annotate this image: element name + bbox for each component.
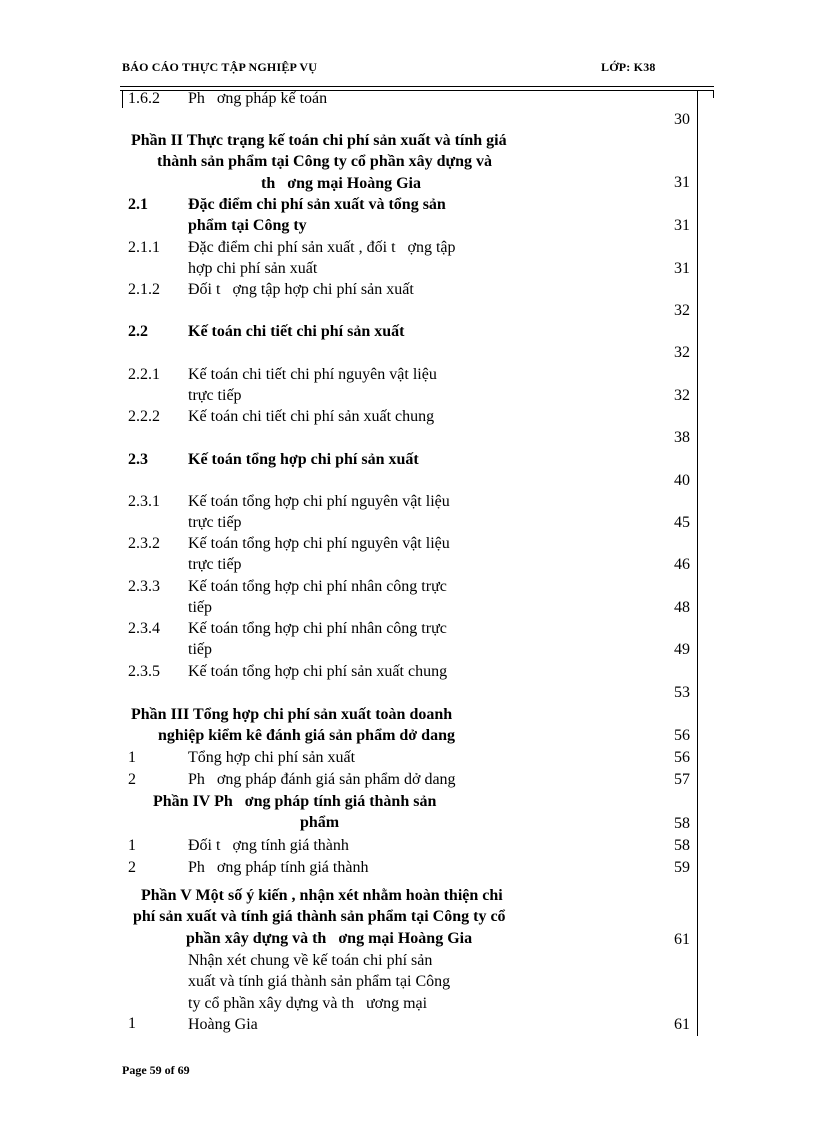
toc-entry-text-line: nghiệp kiểm kê đánh giá sản phẩm dở dang: [158, 727, 455, 745]
toc-entry-text-line: Đối t ợng tập hợp chi phí sản xuất: [188, 281, 414, 298]
toc-entry-page-number: 58: [674, 837, 690, 854]
page-footer: Page 59 of 69: [122, 1063, 190, 1077]
toc-entry-text-line: Ph ơng pháp kế toán: [188, 90, 328, 107]
report-header-title: BÁO CÁO THỰC TẬP NGHIỆP VỤ: [122, 60, 318, 74]
toc-entry-page-number: 38: [674, 429, 690, 446]
toc-entry-page-number: 32: [674, 387, 690, 404]
toc-entry-text-line: Phần II Thực trạng kế toán chi phí sản xuất và tính giá: [131, 132, 507, 149]
toc-entry-number: 2.1.2: [128, 281, 160, 298]
toc-entry-text-line: hợp chi phí sản xuất: [188, 260, 318, 278]
toc-entry-text-line: Kế toán tổng hợp chi phí nguyên vật liệu: [188, 493, 450, 510]
toc-entry-number: 2.3.2: [128, 535, 160, 552]
toc-entry-page-number: 31: [674, 217, 690, 234]
toc-entry-page-number: 56: [674, 727, 690, 744]
toc-entry-text-line: Kế toán tổng hợp chi phí sản xuất chung: [188, 663, 448, 680]
toc-entry-number: 2.3.1: [128, 493, 160, 510]
toc-entry-text-line: Hoàng Gia: [188, 1015, 258, 1033]
toc-entry-page-number: 31: [674, 174, 690, 191]
toc-entry-page-number: 32: [674, 344, 690, 361]
report-header-class: LỚP: K38: [601, 60, 656, 74]
toc-entry-text-line: tiếp: [188, 599, 212, 617]
toc-entry-number: 2.3.4: [128, 620, 160, 637]
toc-entry-text-line: Đặc điểm chi phí sản xuất , đối t ợng tập: [188, 239, 456, 256]
toc-entry-page-number: 49: [674, 641, 690, 658]
toc-entry-number: 2.3: [128, 451, 148, 468]
toc-entry-number: 2.3.5: [128, 663, 160, 680]
toc-entry-page-number: 56: [674, 749, 690, 766]
toc-entry-text-line: Kế toán chi tiết chi phí nguyên vật liệu: [188, 366, 437, 383]
toc-entry-text-line: Đặc điểm chi phí sản xuất và tổng sản: [188, 196, 446, 213]
toc-entry-text-line: ty cổ phần xây dựng và th ương mại: [188, 994, 428, 1012]
toc-entry-page-number: 45: [674, 514, 690, 531]
toc-entry-page-number: 53: [674, 684, 690, 701]
toc-entry-text-line: thành sản phẩm tại Công ty cổ phần xây dựng và: [157, 153, 493, 171]
toc-entry-text-line: Đối t ợng tính giá thành: [188, 837, 349, 854]
toc-entry-text-line: phí sản xuất và tính giá thành sản phẩm tại Công ty cổ: [133, 908, 506, 926]
toc-entry-text-line: phẩm: [300, 814, 340, 832]
toc-entry-text-line: phần xây dựng và th ơng mại Hoàng Gia: [186, 929, 473, 947]
toc-entry-text-line: Phần V Một số ý kiến , nhận xét nhằm hoàn thiện chi: [141, 887, 503, 904]
table-outer-right-border: [713, 90, 714, 98]
toc-entry-text-line: Kế toán tổng hợp chi phí nguyên vật liệu: [188, 535, 450, 552]
table-right-border: [697, 90, 698, 1036]
toc-entry-number: 1: [128, 1015, 136, 1032]
toc-entry-page-number: 61: [674, 1016, 690, 1033]
toc-entry-text-line: Nhận xét chung về kế toán chi phí sản: [188, 952, 433, 969]
toc-entry-page-number: 59: [674, 859, 690, 876]
toc-entry-number: 2: [128, 771, 136, 788]
toc-entry-text-line: th ơng mại Hoàng Gia: [261, 174, 421, 192]
toc-entry-text-line: Phần III Tổng hợp chi phí sản xuất toàn doanh: [131, 706, 453, 723]
table-left-border: [122, 90, 123, 108]
toc-entry-page-number: 48: [674, 599, 690, 616]
toc-entry-text-line: Tổng hợp chi phí sản xuất: [188, 749, 356, 766]
toc-entry-page-number: 32: [674, 302, 690, 319]
toc-entry-text-line: Ph ơng pháp đánh giá sản phẩm dở dang: [188, 771, 456, 788]
toc-entry-page-number: 57: [674, 771, 690, 788]
toc-entry-text-line: phẩm tại Công ty: [188, 217, 307, 235]
toc-entry-number: 2: [128, 859, 136, 876]
toc-entry-number: 1: [128, 749, 136, 766]
toc-entry-page-number: 58: [674, 815, 690, 832]
toc-entry-text-line: Ph ơng pháp tính giá thành: [188, 859, 369, 876]
toc-entry-text-line: tiếp: [188, 641, 212, 659]
toc-entry-number: 1: [128, 837, 136, 854]
toc-entry-number: 2.2: [128, 323, 148, 340]
toc-entry-text-line: Kế toán tổng hợp chi phí nhân công trực: [188, 620, 447, 637]
toc-entry-number: 2.2.2: [128, 408, 160, 425]
header-rule-top: [120, 86, 714, 87]
toc-entry-number: 2.2.1: [128, 366, 160, 383]
toc-entry-text-line: Phần IV Ph ơng pháp tính giá thành sản: [153, 793, 437, 810]
toc-entry-page-number: 40: [674, 472, 690, 489]
toc-entry-page-number: 46: [674, 556, 690, 573]
toc-entry-number: 2.1.1: [128, 239, 160, 256]
toc-entry-text-line: xuất và tính giá thành sản phẩm tại Công: [188, 973, 451, 991]
toc-entry-text-line: trực tiếp: [188, 387, 242, 405]
toc-entry-text-line: trực tiếp: [188, 556, 242, 574]
toc-entry-text-line: Kế toán tổng hợp chi phí sản xuất: [188, 451, 419, 468]
toc-entry-page-number: 61: [674, 931, 690, 948]
toc-entry-text-line: Kế toán tổng hợp chi phí nhân công trực: [188, 578, 447, 595]
toc-entry-text-line: Kế toán chi tiết chi phí sản xuất chung: [188, 408, 435, 425]
toc-entry-page-number: 30: [674, 111, 690, 128]
toc-entry-text-line: trực tiếp: [188, 514, 242, 532]
toc-entry-text-line: Kế toán chi tiết chi phí sản xuất: [188, 323, 405, 340]
toc-entry-page-number: 31: [674, 260, 690, 277]
toc-entry-number: 2.3.3: [128, 578, 160, 595]
toc-entry-number: 2.1: [128, 196, 148, 213]
toc-entry-number: 1.6.2: [128, 90, 160, 107]
